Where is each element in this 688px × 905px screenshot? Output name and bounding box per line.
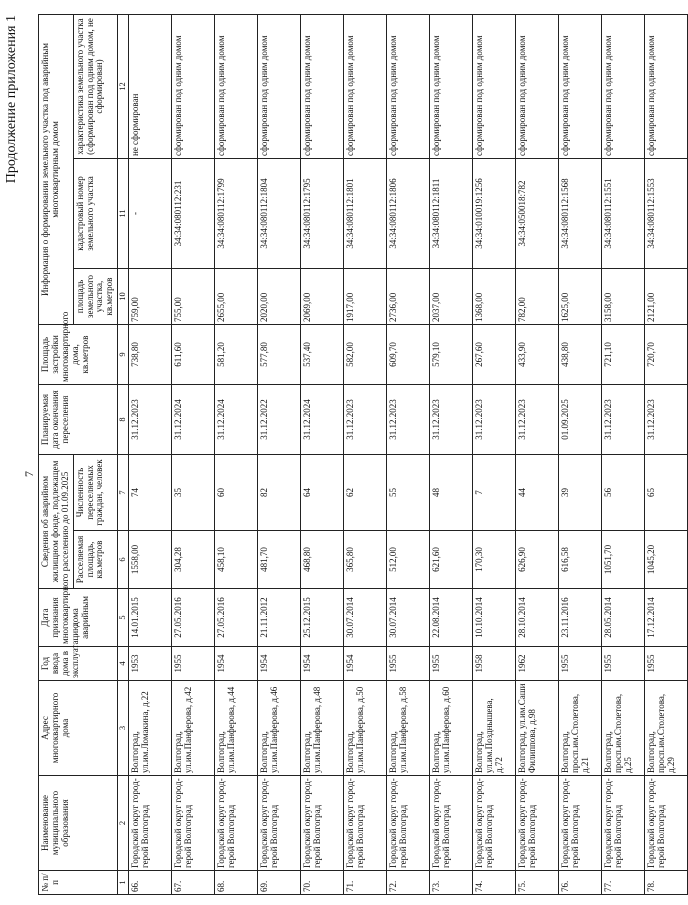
header-land-area: площадь земельного участка, кв.метров	[73, 269, 118, 325]
col-number: 8	[118, 385, 129, 455]
year-cell: 1953	[129, 647, 172, 681]
cadastral-number-cell: 34:34:080112:1568	[559, 159, 602, 269]
municipality-cell: Городской округ город-герой Волгоград	[430, 776, 473, 871]
address-cell: Волгоград, ул.им.Позднышева, д.72	[473, 681, 516, 776]
year-cell: 1954	[258, 647, 301, 681]
col-number: 12	[118, 14, 129, 158]
resettled-area-cell: 170,30	[473, 531, 516, 589]
header-land-status: характеристика земельного участка (сформирован под одним домом, не сформирован)	[73, 14, 118, 158]
table-body	[129, 14, 688, 894]
year-cell: 1955	[602, 647, 645, 681]
resettled-area-cell: 468,80	[301, 531, 344, 589]
land-area-cell: 1625,00	[559, 269, 602, 325]
table-row	[387, 14, 430, 894]
building-area-cell: 609,70	[387, 325, 430, 385]
end-date-cell: 31.12.2024	[215, 385, 258, 455]
emergency-date-cell: 25.12.2015	[301, 589, 344, 647]
municipality-cell: Городской округ город-герой Волгоград	[516, 776, 559, 871]
municipality-cell: Городской округ город-герой Волгоград	[602, 776, 645, 871]
land-status-cell: сформирован под одним домом	[516, 14, 559, 158]
building-area-cell: 537,40	[301, 325, 344, 385]
end-date-cell: 31.12.2024	[301, 385, 344, 455]
emergency-date-cell: 10.10.2014	[473, 589, 516, 647]
land-area-cell: 2069,00	[301, 269, 344, 325]
table-row	[473, 14, 516, 894]
col-number: 2	[118, 776, 129, 871]
land-area-cell: 782,00	[516, 269, 559, 325]
housing-table	[38, 14, 688, 895]
year-cell: 1954	[301, 647, 344, 681]
header-resettled-area: Расселяемая площадь, кв.метров	[73, 531, 118, 589]
cadastral-number-cell: 34:34:080112:1801	[344, 159, 387, 269]
row-number: 75.	[516, 871, 559, 895]
end-date-cell: 31.12.2023	[645, 385, 688, 455]
people-count-cell: 62	[344, 455, 387, 531]
table-row	[344, 14, 387, 894]
row-number: 77.	[602, 871, 645, 895]
municipality-cell: Городской округ город-герой Волгоград	[559, 776, 602, 871]
year-cell: 1955	[172, 647, 215, 681]
end-date-cell: 31.12.2023	[602, 385, 645, 455]
table-row	[559, 14, 602, 894]
header-year: Год ввода дома в эксплуатацию	[39, 647, 118, 681]
land-status-cell: сформирован под одним домом	[258, 14, 301, 158]
land-status-cell: сформирован под одним домом	[473, 14, 516, 158]
end-date-cell: 31.12.2023	[516, 385, 559, 455]
municipality-cell: Городской округ город-герой Волгоград	[258, 776, 301, 871]
land-status-cell: не сформирован	[129, 14, 172, 158]
people-count-cell: 39	[559, 455, 602, 531]
land-status-cell: сформирован под одним домом	[215, 14, 258, 158]
resettled-area-cell: 1045,20	[645, 531, 688, 589]
land-area-cell: 2121,00	[645, 269, 688, 325]
col-number: 10	[118, 269, 129, 325]
land-status-cell: сформирован под одним домом	[602, 14, 645, 158]
municipality-cell: Городской округ город-герой Волгоград	[387, 776, 430, 871]
end-date-cell: 31.12.2022	[258, 385, 301, 455]
municipality-cell: Городской округ город-герой Волгоград	[645, 776, 688, 871]
resettled-area-cell: 1558,00	[129, 531, 172, 589]
header-building-area: Площадь застройки многоквартирного дома, кв.метров	[39, 325, 118, 385]
people-count-cell: 56	[602, 455, 645, 531]
year-cell: 1955	[387, 647, 430, 681]
col-number: 5	[118, 589, 129, 647]
land-status-cell: сформирован под одним домом	[430, 14, 473, 158]
emergency-date-cell: 28.05.2014	[602, 589, 645, 647]
building-area-cell: 738,80	[129, 325, 172, 385]
year-cell: 1955	[559, 647, 602, 681]
address-cell: Волгоград, ул.им.Панферова, д.44	[215, 681, 258, 776]
resettled-area-cell: 512,00	[387, 531, 430, 589]
table-row	[215, 14, 258, 894]
municipality-cell: Городской округ город-герой Волгоград	[473, 776, 516, 871]
resettled-area-cell: 626,90	[516, 531, 559, 589]
land-status-cell: сформирован под одним домом	[559, 14, 602, 158]
land-area-cell: 2655,00	[215, 269, 258, 325]
end-date-cell: 31.12.2024	[172, 385, 215, 455]
row-number: 73.	[430, 871, 473, 895]
people-count-cell: 35	[172, 455, 215, 531]
cadastral-number-cell: 34:34:080112:1806	[387, 159, 430, 269]
people-count-cell: 65	[645, 455, 688, 531]
cadastral-number-cell: 34:34:080112:1811	[430, 159, 473, 269]
cadastral-number-cell: 34:34:080112:231	[172, 159, 215, 269]
table-row	[172, 14, 215, 894]
building-area-cell: 721,10	[602, 325, 645, 385]
people-count-cell: 7	[473, 455, 516, 531]
year-cell: 1958	[473, 647, 516, 681]
table-row	[258, 14, 301, 894]
resettled-area-cell: 304,28	[172, 531, 215, 589]
cadastral-number-cell: 34:34:010019:1256	[473, 159, 516, 269]
land-area-cell: 755,00	[172, 269, 215, 325]
table-row	[602, 14, 645, 894]
building-area-cell: 579,10	[430, 325, 473, 385]
emergency-date-cell: 30.07.2014	[344, 589, 387, 647]
emergency-date-cell: 27.05.2016	[215, 589, 258, 647]
header-end-date: Планируемая дата окончания переселения	[39, 385, 118, 455]
building-area-cell: 582,00	[344, 325, 387, 385]
people-count-cell: 44	[516, 455, 559, 531]
table-row	[301, 14, 344, 894]
header-people: Численность переселяемых граждан, человек	[73, 455, 118, 531]
year-cell: 1954	[344, 647, 387, 681]
resettled-area-cell: 458,10	[215, 531, 258, 589]
building-area-cell: 438,80	[559, 325, 602, 385]
appendix-title: Продолжение приложения 1	[4, 15, 19, 184]
header-municipality: Наименование муниципального образования	[39, 776, 118, 871]
people-count-cell: 74	[129, 455, 172, 531]
table-row	[516, 14, 559, 894]
municipality-cell: Городской округ город-герой Волгоград	[172, 776, 215, 871]
municipality-cell: Городской округ город-герой Волгоград	[344, 776, 387, 871]
building-area-cell: 577,80	[258, 325, 301, 385]
col-number: 7	[118, 455, 129, 531]
land-status-cell: сформирован под одним домом	[301, 14, 344, 158]
row-number: 74.	[473, 871, 516, 895]
resettled-area-cell: 616,58	[559, 531, 602, 589]
header-group-emergency-fund: Сведения об аварийном жилищном фонде, подлежащем расселению до 01.09.2025	[39, 455, 74, 589]
address-cell: Волгоград, просп.им.Столетова, д.29	[645, 681, 688, 776]
row-number: 68.	[215, 871, 258, 895]
land-status-cell: сформирован под одним домом	[344, 14, 387, 158]
col-number: 6	[118, 531, 129, 589]
emergency-date-cell: 28.10.2014	[516, 589, 559, 647]
cadastral-number-cell: 34:34:050018:782	[516, 159, 559, 269]
header-address: Адрес многоквартирного дома	[39, 681, 118, 776]
end-date-cell: 31.12.2023	[129, 385, 172, 455]
table-row	[645, 14, 688, 894]
row-number: 78.	[645, 871, 688, 895]
address-cell: Волгоград, ул.им.Саши Филиппова, д.98	[516, 681, 559, 776]
address-cell: Волгоград, ул.им.Панферова, д.42	[172, 681, 215, 776]
address-cell: Волгоград, ул.им.Панферова, д.46	[258, 681, 301, 776]
municipality-cell: Городской округ город-герой Волгоград	[129, 776, 172, 871]
cadastral-number-cell: 34:34:080112:1795	[301, 159, 344, 269]
people-count-cell: 48	[430, 455, 473, 531]
land-status-cell: сформирован под одним домом	[172, 14, 215, 158]
land-area-cell: 2037,00	[430, 269, 473, 325]
land-area-cell: 3158,00	[602, 269, 645, 325]
resettled-area-cell: 621,60	[430, 531, 473, 589]
end-date-cell: 31.12.2023	[344, 385, 387, 455]
year-cell: 1955	[430, 647, 473, 681]
emergency-date-cell: 17.12.2014	[645, 589, 688, 647]
emergency-date-cell: 30.07.2014	[387, 589, 430, 647]
building-area-cell: 611,60	[172, 325, 215, 385]
row-number: 66.	[129, 871, 172, 895]
row-number: 71.	[344, 871, 387, 895]
land-area-cell: 2736,00	[387, 269, 430, 325]
cadastral-number-cell: 34:34:080112:1799	[215, 159, 258, 269]
address-cell: Волгоград, ул.им.Панферова, д.48	[301, 681, 344, 776]
people-count-cell: 64	[301, 455, 344, 531]
table-row	[129, 14, 172, 894]
row-number: 70.	[301, 871, 344, 895]
emergency-date-cell: 22.08.2014	[430, 589, 473, 647]
emergency-date-cell: 21.11.2012	[258, 589, 301, 647]
people-count-cell: 55	[387, 455, 430, 531]
land-area-cell: 1917,00	[344, 269, 387, 325]
row-number: 76.	[559, 871, 602, 895]
address-cell: Волгоград, ул.им.Панферова, д.60	[430, 681, 473, 776]
address-cell: Волгоград, просп.им.Столетова, д.21	[559, 681, 602, 776]
rotated-page	[0, 15, 677, 895]
end-date-cell: 01.09.2025	[559, 385, 602, 455]
people-count-cell: 82	[258, 455, 301, 531]
header-number: № п/п	[39, 871, 118, 895]
col-number: 3	[118, 681, 129, 776]
col-number: 4	[118, 647, 129, 681]
col-number: 9	[118, 325, 129, 385]
address-cell: Волгоград, ул.им.Панферова, д.50	[344, 681, 387, 776]
header-cadastral: кадастровый номер земельного участка	[73, 159, 118, 269]
column-number-row	[118, 14, 129, 894]
col-number: 11	[118, 159, 129, 269]
col-number: 1	[118, 871, 129, 895]
year-cell: 1962	[516, 647, 559, 681]
header-group-land: Информация о формировании земельного участка под аварийным многоквартирным домом	[39, 14, 74, 324]
end-date-cell: 31.12.2023	[430, 385, 473, 455]
page-number: 7	[22, 471, 36, 477]
year-cell: 1954	[215, 647, 258, 681]
cadastral-number-cell: -	[129, 159, 172, 269]
resettled-area-cell: 1051,70	[602, 531, 645, 589]
address-cell: Волгоград, просп.им.Столетова, д.25	[602, 681, 645, 776]
building-area-cell: 720,70	[645, 325, 688, 385]
emergency-date-cell: 27.05.2016	[172, 589, 215, 647]
cadastral-number-cell: 34:34:080112:1553	[645, 159, 688, 269]
resettled-area-cell: 365,80	[344, 531, 387, 589]
address-cell: Волгоград, ул.им.Ломакина, д.22	[129, 681, 172, 776]
building-area-cell: 267,60	[473, 325, 516, 385]
header-date-emergency: Дата признания многоквартирного дома аварийным	[39, 589, 118, 647]
end-date-cell: 31.12.2023	[387, 385, 430, 455]
year-cell: 1955	[645, 647, 688, 681]
land-area-cell: 759,00	[129, 269, 172, 325]
municipality-cell: Городской округ город-герой Волгоград	[301, 776, 344, 871]
cadastral-number-cell: 34:34:080112:1551	[602, 159, 645, 269]
people-count-cell: 60	[215, 455, 258, 531]
cadastral-number-cell: 34:34:080112:1804	[258, 159, 301, 269]
emergency-date-cell: 14.01.2015	[129, 589, 172, 647]
address-cell: Волгоград, ул.им.Панферова, д.58	[387, 681, 430, 776]
emergency-date-cell: 23.11.2016	[559, 589, 602, 647]
land-status-cell: сформирован под одним домом	[387, 14, 430, 158]
row-number: 67.	[172, 871, 215, 895]
row-number: 72.	[387, 871, 430, 895]
land-area-cell: 1368,00	[473, 269, 516, 325]
municipality-cell: Городской округ город-герой Волгоград	[215, 776, 258, 871]
row-number: 69.	[258, 871, 301, 895]
end-date-cell: 31.12.2023	[473, 385, 516, 455]
building-area-cell: 433,90	[516, 325, 559, 385]
table-row	[430, 14, 473, 894]
land-area-cell: 2020,00	[258, 269, 301, 325]
building-area-cell: 581,20	[215, 325, 258, 385]
land-status-cell: сформирован под одним домом	[645, 14, 688, 158]
resettled-area-cell: 481,70	[258, 531, 301, 589]
